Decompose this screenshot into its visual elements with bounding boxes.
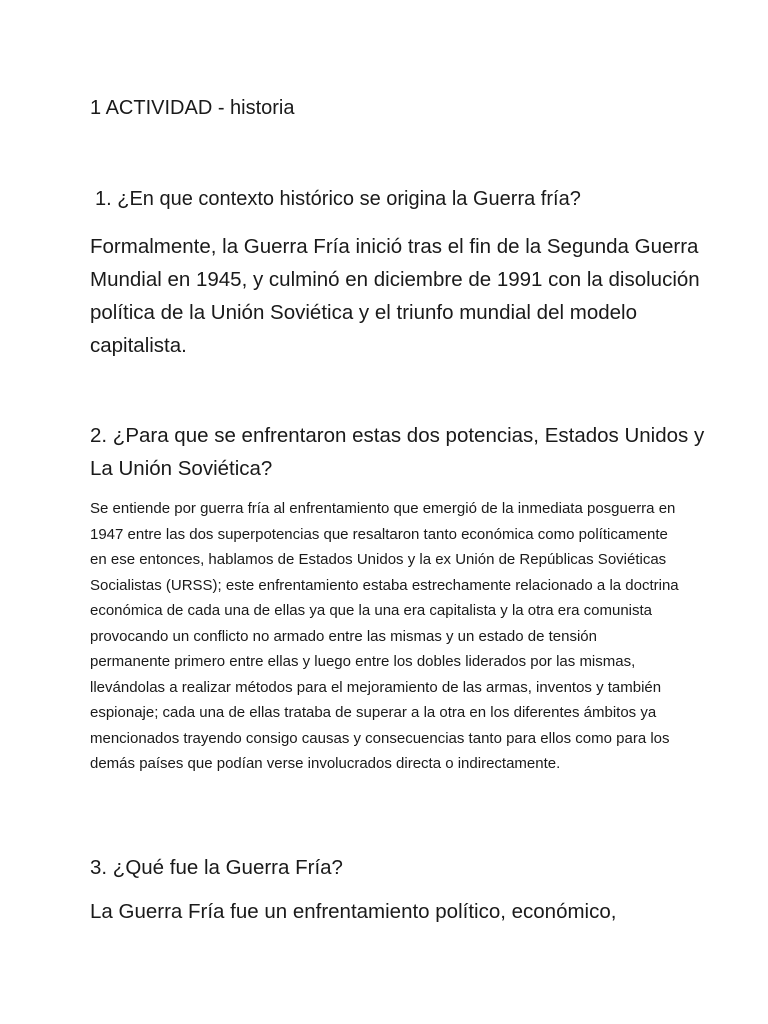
document-title: 1 ACTIVIDAD - historia (90, 97, 295, 119)
answer-3: La Guerra Fría fue un enfrentamiento político, económico, (90, 900, 617, 923)
answer-2: Se entiende por guerra fría al enfrentamiento que emergió de la inmediata posguerra en 1947 entre las dos superpotencias que resaltaron tanto económica como políticamente en ese entonces, hablamos de Estados Unidos y la ex Unión de Repúblicas Soviéticas Socialistas (URSS); este enfrentamiento estaba estrechamente relacionado a la doctrina económica de cada una de ellas ya que la una era capitalista y la otra era comunista provocando un conflicto no armado entre las mismas y un estado de tensión permanente primero entre ellas y luego entre los dobles liderados por las mismas, llevándolas a realizar métodos para el mejoramiento de las armas, inventos y también espionaje; cada una de ellas trataba de superar a la otra en los diferentes ámbitos ya mencionados trayendo consigo causas y consecuencias tanto para ellos como para los demás países que podían verse involucrados directa o indirectamente. (90, 500, 679, 772)
question-2: 2. ¿Para que se enfrentaron estas dos potencias, Estados Unidos y La Unión Soviética? (90, 424, 705, 480)
answer-1: Formalmente, la Guerra Fría inició tras el fin de la Segunda Guerra Mundial en 1945, y culminó en diciembre de 1991 con la disolución política de la Unión Soviética y el triunfo mundial del modelo capitalista. (90, 235, 700, 357)
question-3: 3. ¿Qué fue la Guerra Fría? (90, 856, 343, 879)
question-1: 1. ¿En que contexto histórico se origina la Guerra fría? (95, 188, 581, 210)
